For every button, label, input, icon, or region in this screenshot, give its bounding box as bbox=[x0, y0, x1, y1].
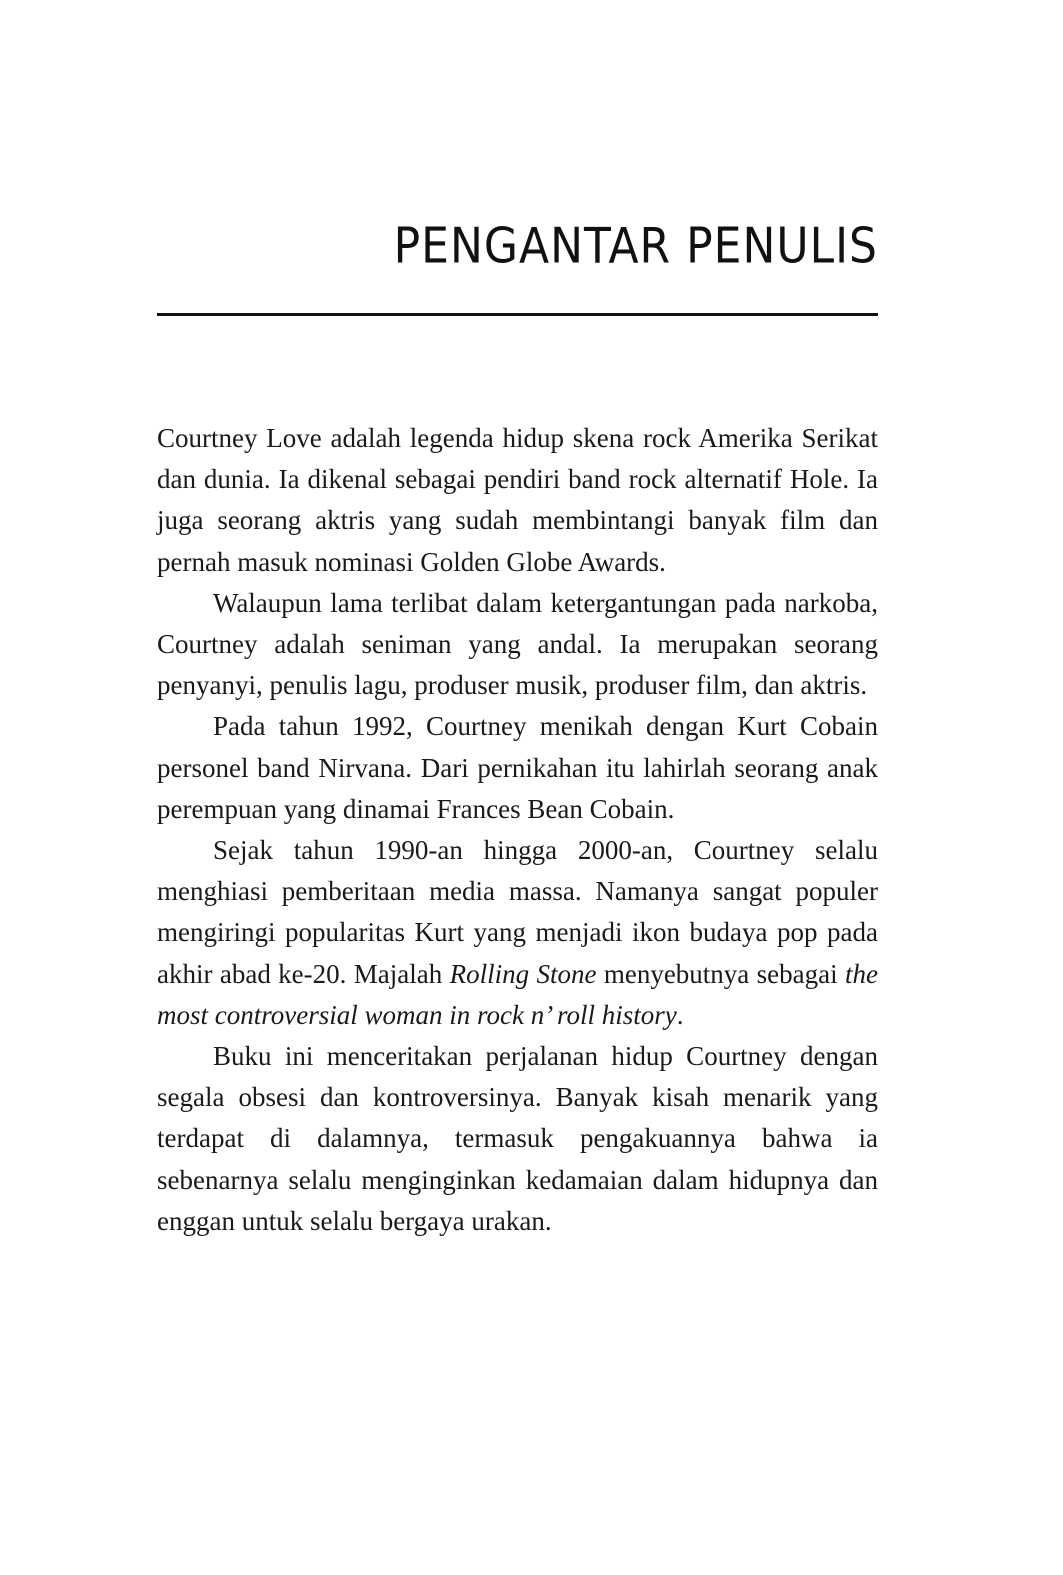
quoted-phrase: the most controversial woman in rock n’ roll history bbox=[157, 958, 878, 1030]
paragraph-3: Pada tahun 1992, Courtney menikah dengan Kurt Cobain personel band Nirvana. Dari pernikahan itu lahirlah seorang anak perempuan yang dinamai Frances Bean Cobain. bbox=[157, 711, 878, 824]
paragraph-4-text-a: Sejak tahun 1990-an hingga 2000-an, Courtney selalu menghiasi pemberitaan media massa. Namanya sangat populer mengiringi popularitas Kurt yang menjadi ikon budaya pop pada akhir abad ke-20. Majalah bbox=[157, 835, 878, 989]
magazine-name: Rolling Stone bbox=[449, 958, 597, 989]
paragraph-4 bbox=[157, 830, 878, 1036]
paragraph-4-text-b: menyebutnya sebagai bbox=[596, 958, 845, 989]
paragraph-1: Courtney Love adalah legenda hidup skena rock Amerika Serikat dan dunia. Ia dikenal sebagai pendiri band rock alternatif Hole. Ia juga seorang aktris yang sudah membintangi banyak film dan pernah masuk nominasi Golden Globe Awards. bbox=[157, 423, 878, 577]
title-divider bbox=[157, 313, 878, 316]
paragraph-2: Walaupun lama terlibat dalam ketergantungan pada narkoba, Courtney adalah seniman yang andal. Ia merupakan seorang penyanyi, penulis lagu, produser musik, produser film, dan aktris. bbox=[157, 587, 878, 701]
body-text bbox=[157, 418, 878, 1242]
paragraph-5: Buku ini menceritakan perjalanan hidup Courtney dengan segala obsesi dan kontroversinya. Banyak kisah menarik yang terdapat di dalamnya, termasuk pengakuannya bahwa ia sebenarnya selalu menginginkan kedamaian dalam hidupnya dan enggan untuk selalu bergaya urakan. bbox=[157, 1041, 878, 1236]
chapter-title: PENGANTAR PENULIS bbox=[393, 217, 878, 275]
paragraph-4-text-c: . bbox=[676, 999, 684, 1030]
